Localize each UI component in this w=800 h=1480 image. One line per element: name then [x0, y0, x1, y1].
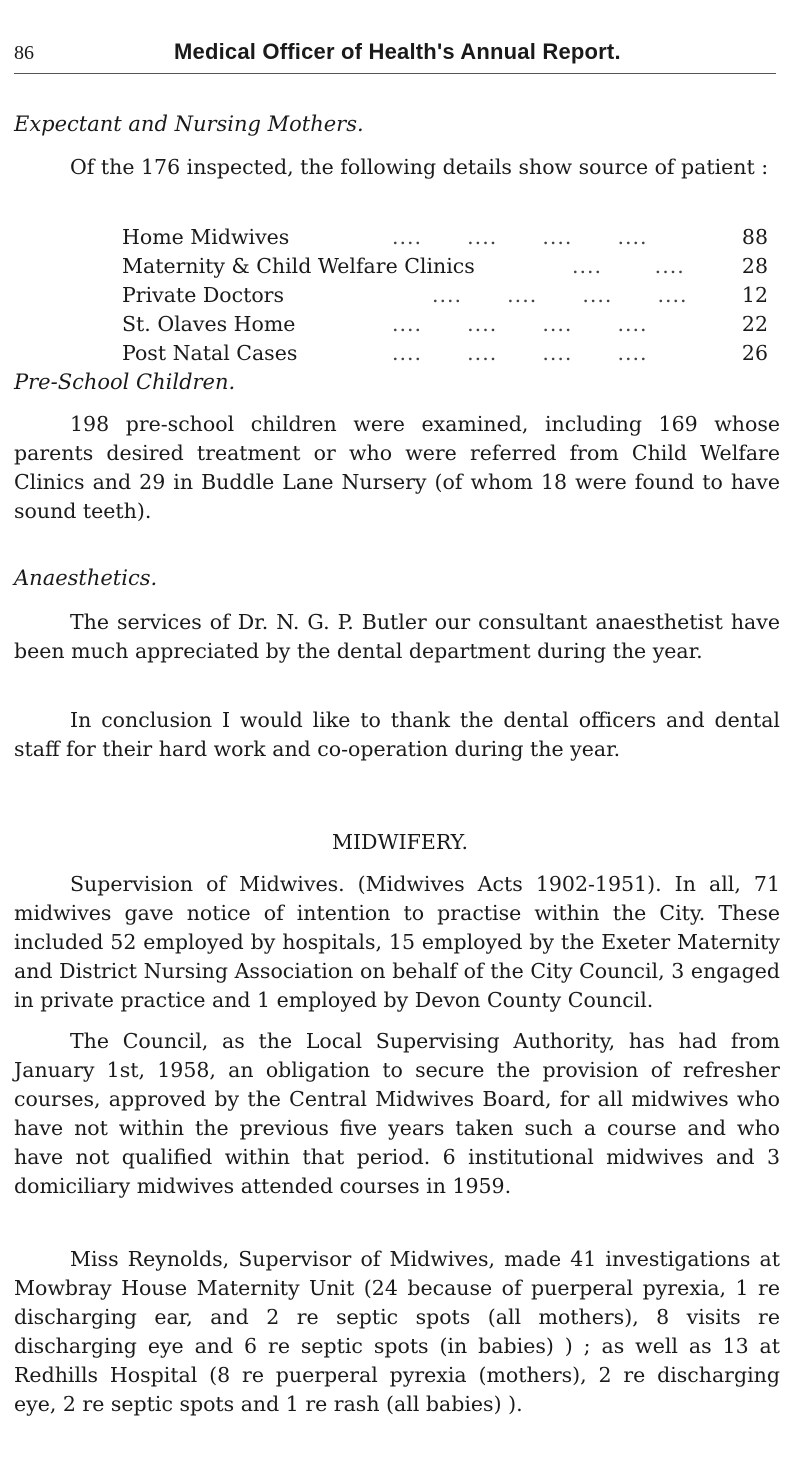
row-value: 22: [741, 312, 768, 336]
refresher-courses-paragraph: The Council, as the Local Supervising Authority, has had from January 1st, 1958, an obligation to secure the provision of refresher courses, approved by the Central Midwives Board, for all midwives who have not within the previous five years taken such a course and who have not qualified within that period. 6 institutional midwives and 3 domiciliary midwives attended courses in 1959.: [14, 1029, 780, 1198]
row-label: Post Natal Cases: [122, 341, 298, 365]
leader-dots: .... .... .... ....: [392, 225, 648, 249]
midwifery-supervision-paragraph: Supervision of Midwives. (Midwives Acts 1902-1951). In all, 71 midwives gave notice of intention to practise within the City. These included 52 employed by hospitals, 15 employed by the Exeter Maternity and District Nursing Association on behalf of the City Council, 3 engaged in private practice and 1 employed by Devon County Council.: [14, 872, 780, 1012]
expectant-intro: Of the 176 inspected, the following details show source of patient :: [70, 155, 769, 179]
row-label: Maternity & Child Welfare Clinics: [122, 254, 475, 278]
table-row: [122, 254, 768, 283]
conclusion-paragraph: In conclusion I would like to thank the dental officers and dental staff for their hard work and co-operation during the year.: [14, 708, 780, 761]
row-label: Home Midwives: [122, 225, 290, 249]
section-heading-preschool: Pre-School Children.: [14, 370, 236, 394]
table-row: [122, 341, 768, 370]
row-value: 28: [741, 254, 768, 278]
section-heading-midwifery: MIDWIFERY.: [331, 830, 469, 854]
section-heading-expectant: Expectant and Nursing Mothers.: [14, 112, 364, 136]
leader-dots: .... .... .... ....: [392, 341, 648, 365]
page-number: 86: [14, 42, 34, 64]
table-row: [122, 225, 768, 254]
section-heading-anaesthetics: Anaesthetics.: [14, 566, 158, 590]
leader-dots: .... .... .... ....: [432, 283, 688, 307]
anaesthetics-paragraph: The services of Dr. N. G. P. Butler our consultant anaesthetist have been much appreciated by the dental department during the year.: [14, 610, 780, 663]
row-value: 88: [741, 225, 768, 249]
header-rule: [14, 73, 776, 74]
row-value: 26: [741, 341, 768, 365]
row-label: St. Olaves Home: [122, 312, 296, 336]
leader-dots: .... .... .... ....: [392, 312, 648, 336]
preschool-paragraph: 198 pre-school children were examined, including 169 whose parents desired treatment or who were referred from Child Welfare Clinics and 29 in Buddle Lane Nursery (of whom 18 were found to have sound teeth).: [14, 412, 780, 523]
table-row: [122, 283, 768, 312]
row-value: 12: [741, 283, 768, 307]
running-title: Medical Officer of Health's Annual Report.: [174, 39, 621, 64]
table-row: [122, 312, 768, 341]
row-label: Private Doctors: [122, 283, 284, 307]
investigations-paragraph: Miss Reynolds, Supervisor of Midwives, made 41 investigations at Mowbray House Maternity Unit (24 because of puerperal pyrexia, 1 re discharging ear, and 2 re septic spots (all mothers), 8 visits re discharging eye and 6 re septic spots (in babies) ) ; as well as 13 at Redhills Hospital (8 re puerperal pyrexia (mothers), 2 re discharging eye, 2 re septic spots and 1 re rash (all babies) ).: [14, 1247, 780, 1416]
leader-dots: .... ....: [572, 254, 685, 278]
